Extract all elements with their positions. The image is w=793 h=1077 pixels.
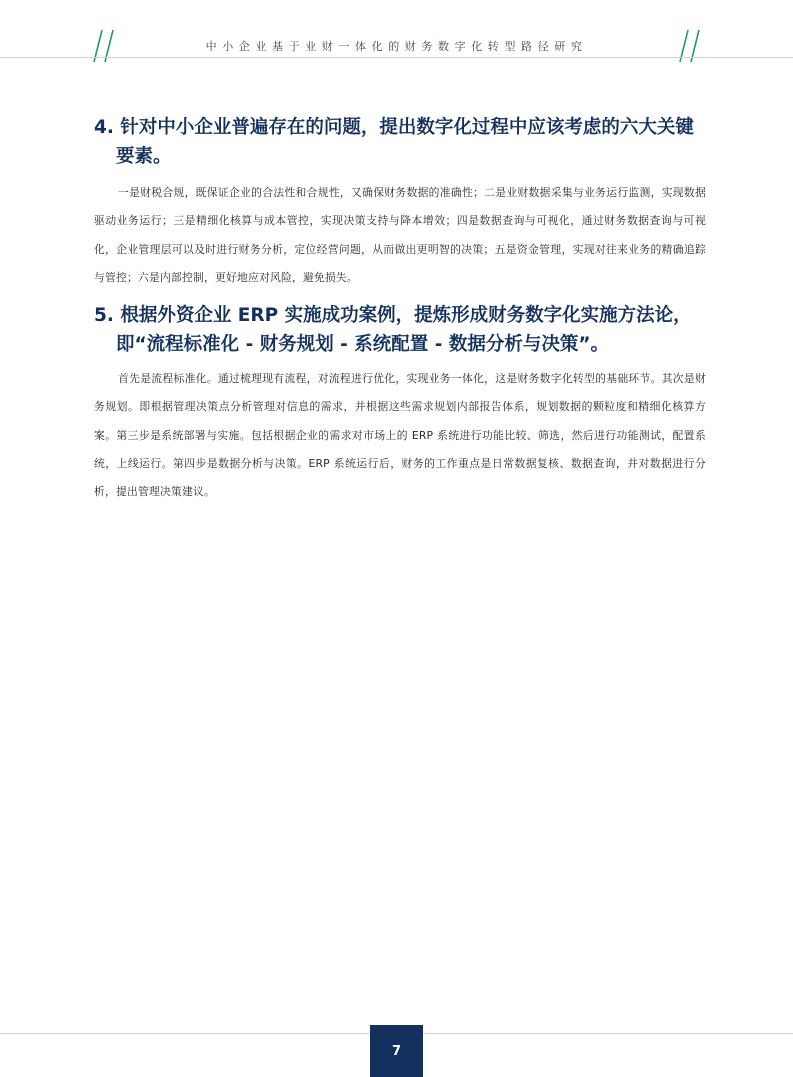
running-header-title: 中小企业基于业财一体化的财务数字化转型路径研究 — [205, 40, 588, 53]
section-4-body: 一是财税合规，既保证企业的合法性和合规性，又确保财务数据的准确性；二是业财数据采集与业务运行监测，实现数据驱动业务运行；三是精细化核算与成本管控，实现决策支持与降本增效；四是数据查询与可视化，通过财务数据查询与可视化，企业管理层可以及时进行财务分析，定位经营问题，从而做出更明智的决策；五是资金管理，实现对往来业务的精确追踪与管控；六是内部控制，更好地应对风险，避免损失。 — [94, 186, 706, 284]
header-divider — [0, 57, 793, 58]
page-number-badge — [370, 1025, 423, 1077]
section-5 — [94, 301, 706, 506]
section-5-body: 首先是流程标准化。通过梳理现有流程，对流程进行优化，实现业务一体化，这是财务数字化转型的基础环节。其次是财务规划。即根据管理决策点分析管理对信息的需求，并根据这些需求规划内部报告体系，规划数据的颗粒度和精细化核算方案。第三步是系统部署与实施。包括根据企业的需求对市场上的 ERP 系统进行功能比较、筛选，然后进行功能测试，配置系统，上线运行。第四步是数据分析与决策。ERP 系统运行后，财务的工作重点是日常数据复核、数据查询，并对数据进行分析，提出管理决策建议。 — [94, 372, 706, 499]
section-4 — [94, 113, 706, 292]
header-slash-decoration-right — [679, 28, 701, 68]
section-5-heading: 5. 根据外资企业 ERP 实施成功案例，提炼形成财务数字化实施方法论，即“流程标准化 - 财务规划 - 系统配置 - 数据分析与决策”。 — [94, 305, 692, 355]
section-4-heading: 4. 针对中小企业普遍存在的问题，提出数字化过程中应该考虑的六大关键要素。 — [94, 117, 694, 167]
page-number: 7 — [391, 1043, 402, 1059]
